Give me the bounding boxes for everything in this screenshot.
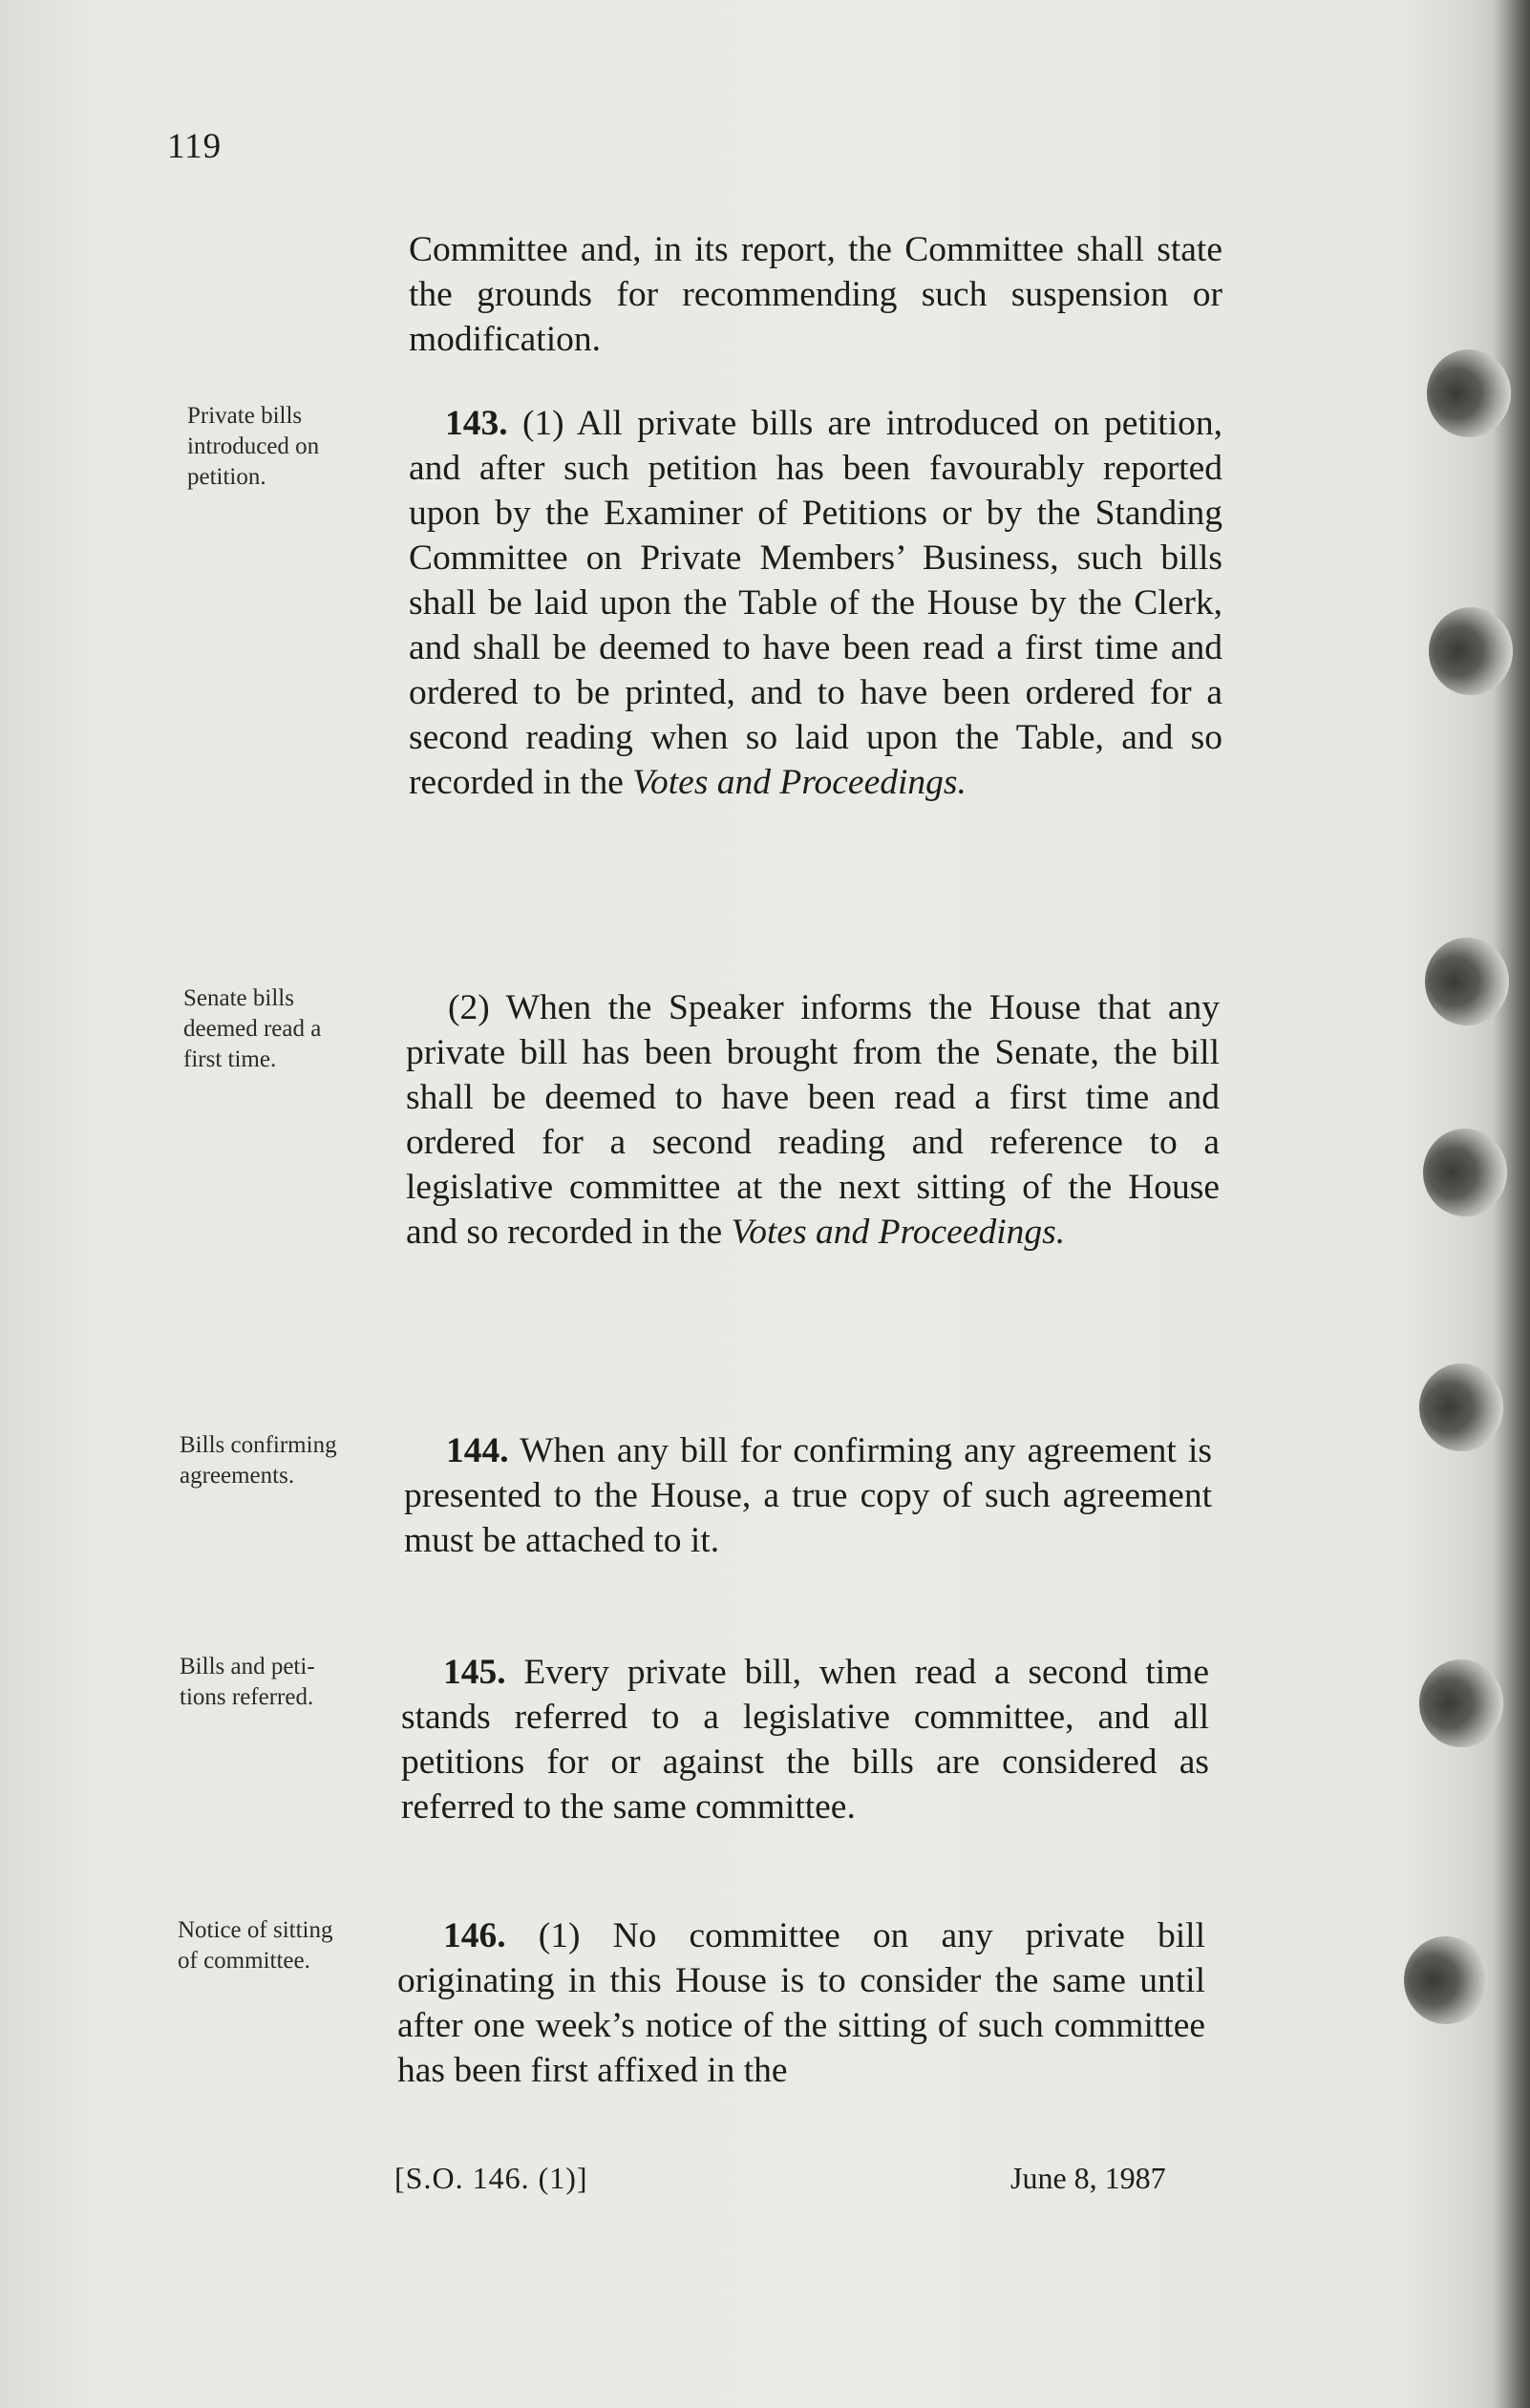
section-number: 143.	[445, 404, 508, 443]
paragraph-145	[401, 1650, 1209, 1829]
paragraph-continuation	[409, 227, 1222, 362]
section-number: 145.	[443, 1653, 506, 1692]
punch-hole	[1427, 349, 1511, 437]
footer-date: June 8, 1987	[1010, 2161, 1166, 2195]
paragraph-italic: Votes and Proceedings.	[632, 763, 967, 802]
footer-reference: [S.O. 146. (1)]	[394, 2161, 588, 2195]
paragraph-143-2	[406, 985, 1220, 1255]
punch-hole	[1419, 1363, 1503, 1451]
paragraph-text: (2) When the Speaker informs the House that any private bill has been brought from the Senate, the bill shall be deemed to have been read a first time and ordered for a second reading and reference to a legislative committee at the next sitting of the House and so recorded in the	[406, 988, 1220, 1252]
punch-hole	[1404, 1936, 1488, 2024]
paragraph-text: Every private bill, when read a second time stands referred to a legislative committee, and all petitions for or against the bills are considered as referred to the same committee.	[401, 1653, 1209, 1827]
paragraph-text: When any bill for confirming any agreement is presented to the House, a true copy of such agreement must be attached to it.	[404, 1431, 1212, 1560]
page-number: 119	[167, 127, 223, 166]
punch-hole	[1425, 938, 1509, 1025]
margin-note-bills-confirming: Bills confirming agreements.	[180, 1432, 337, 1489]
paragraph-146-1	[397, 1913, 1205, 2093]
margin-note-bills-petitions: Bills and peti- tions referred.	[180, 1654, 315, 1710]
punch-hole	[1419, 1659, 1503, 1747]
section-number: 144.	[446, 1431, 509, 1470]
paragraph-text: (1) All private bills are introduced on petition, and after such petition has been favourably reported upon by the Examiner of Petitions or by the Standing Committee on Private Members’ Business, such bills shall be laid upon the Table of the House by the Clerk, and shall be deemed to have been read a first time and ordered to be printed, and to have been ordered for a second reading when so laid upon the Table, and so recorded in the	[409, 404, 1222, 802]
paragraph-italic: Votes and Proceedings.	[731, 1213, 1066, 1252]
margin-note-notice-sitting: Notice of sitting of committee.	[178, 1917, 333, 1974]
punch-hole	[1423, 1129, 1507, 1216]
paragraph-text: (1) No committee on any private bill originating in this House is to consider the same until after one week’s notice of the sitting of such committee has been first affixed in the	[397, 1916, 1205, 2090]
margin-note-senate-bills: Senate bills deemed read a first time.	[183, 985, 322, 1072]
paragraph-text: Committee and, in its report, the Committee shall state the grounds for recommending such suspension or modification.	[409, 230, 1222, 359]
paragraph-144	[404, 1428, 1212, 1563]
margin-note-private-bills: Private bills introduced on petition.	[187, 403, 320, 490]
paragraph-143-1	[409, 401, 1222, 805]
punch-hole	[1429, 607, 1513, 695]
section-number: 146.	[443, 1916, 506, 1955]
